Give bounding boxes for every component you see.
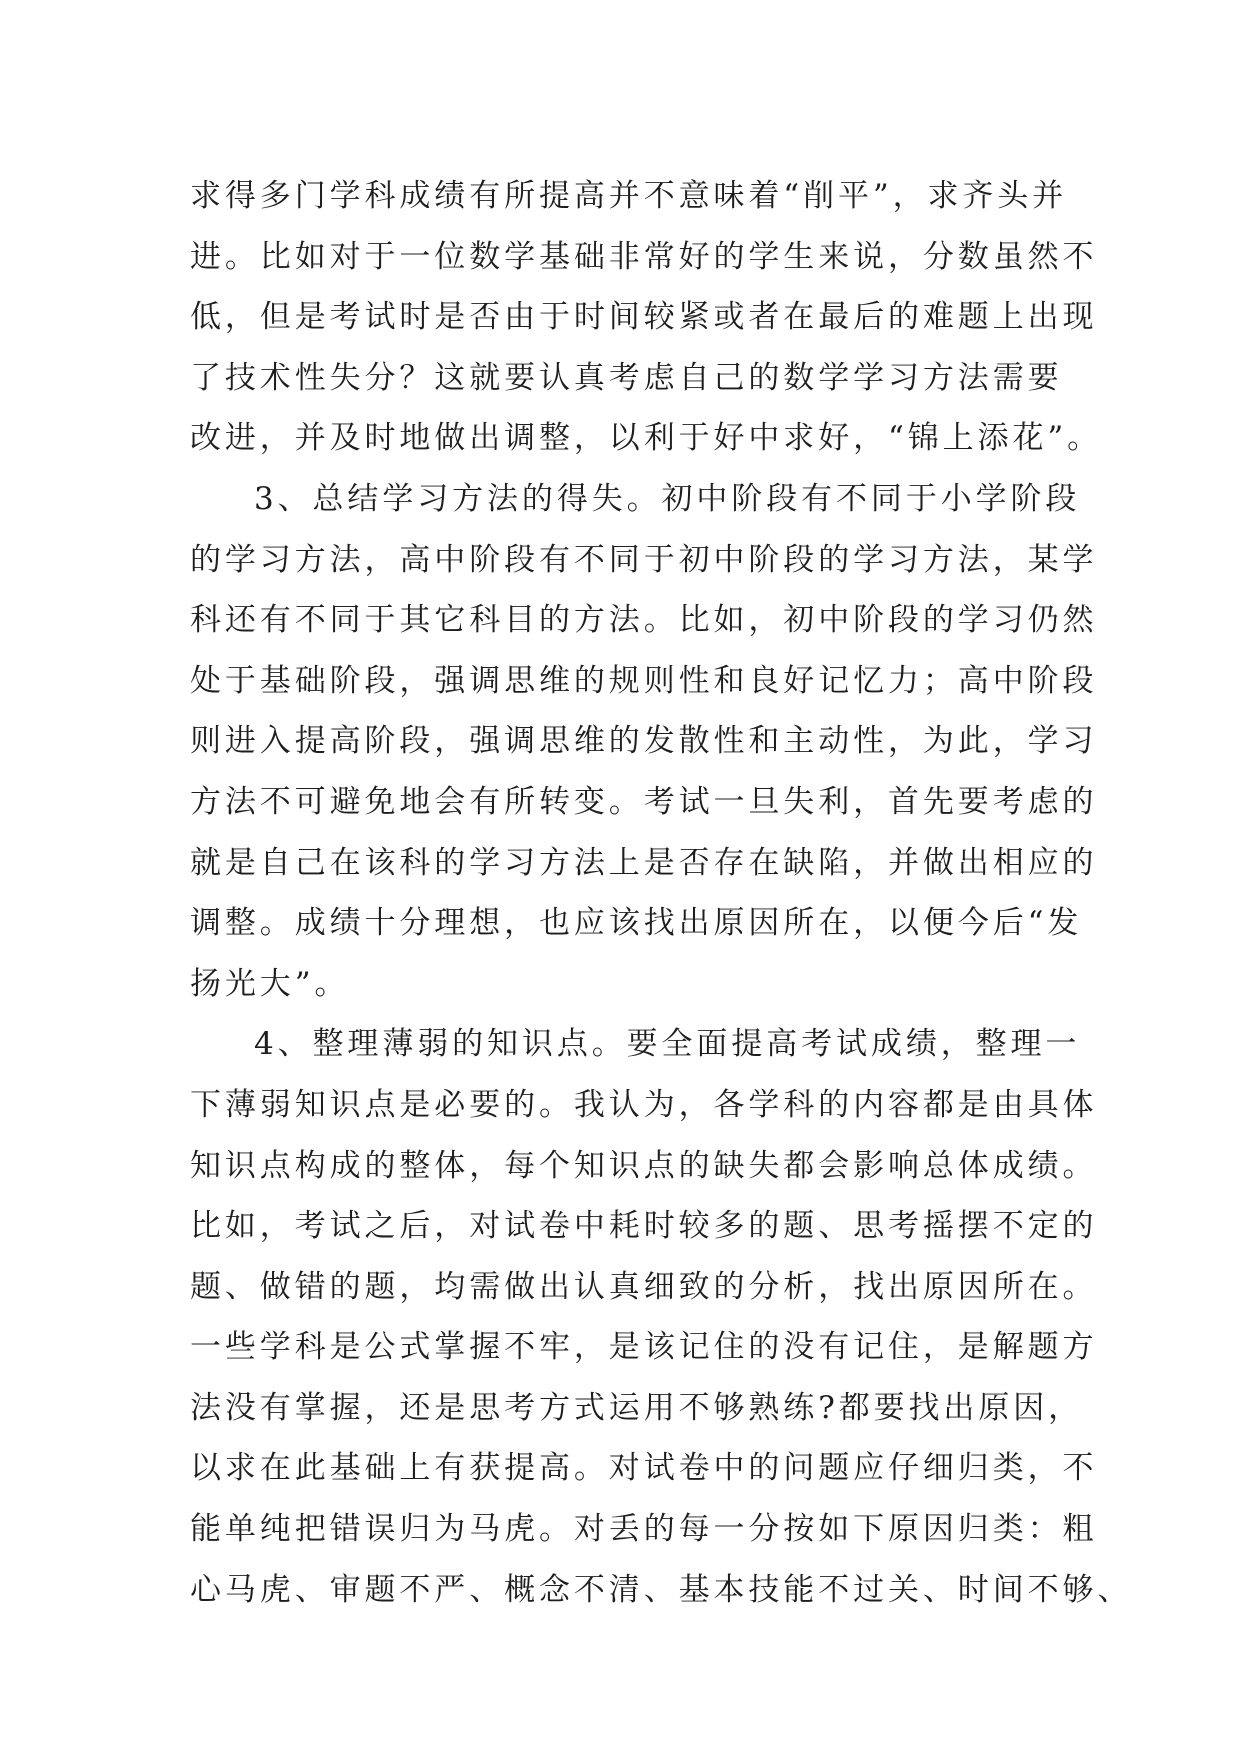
text-line: 知识点构成的整体，每个知识点的缺失都会影响总体成绩。: [190, 1147, 1098, 1184]
text-line: 方法不可避免地会有所转变。考试一旦失利，首先要考虑的: [190, 783, 1098, 820]
text-line: 题、做错的题，均需做出认真细致的分析，找出原因所在。: [190, 1268, 1098, 1305]
text-line: 处于基础阶段，强调思维的规则性和良好记忆力；高中阶段: [190, 662, 1098, 699]
text-line: 的学习方法，高中阶段有不同于初中阶段的学习方法，某学: [190, 541, 1098, 578]
text-line: 低，但是考试时是否由于时间较紧或者在最后的难题上出现: [190, 299, 1098, 336]
text-line: 科还有不同于其它科目的方法。比如，初中阶段的学习仍然: [190, 602, 1098, 639]
text-line: 扬光大”。: [190, 965, 350, 1002]
text-line: 能单纯把错误归为马虎。对丢的每一分按如下原因归类：粗: [190, 1511, 1098, 1548]
text-line: 以求在此基础上有获提高。对试卷中的问题应仔细归类，不: [190, 1450, 1098, 1487]
text-line: 调整。成绩十分理想，也应该找出原因所在，以便今后“发: [190, 905, 1083, 942]
text-line: 则进入提高阶段，强调思维的发散性和主动性，为此，学习: [190, 723, 1098, 760]
text-line: 3、总结学习方法的得失。初中阶段有不同于小学阶段: [254, 480, 1081, 517]
text-line: 就是自己在该科的学习方法上是否存在缺陷，并做出相应的: [190, 844, 1098, 881]
body-text: [190, 166, 1133, 1620]
text-line: 改进，并及时地做出调整，以利于好中求好，“锦上添花”。: [190, 420, 1102, 457]
text-line: 求得多门学科成绩有所提高并不意味着“削平”，求齐头并: [190, 178, 1068, 214]
text-line: 4、整理薄弱的知识点。要全面提高考试成绩，整理一: [254, 1026, 1081, 1063]
text-line: 心马虎、审题不严、概念不清、基本技能不过关、时间不够、: [190, 1571, 1133, 1608]
text-line: 一些学科是公式掌握不牢，是该记住的没有记住，是解题方: [190, 1329, 1098, 1366]
text-line: 了技术性失分？这就要认真考虑自己的数学学习方法需要: [190, 359, 1063, 396]
text-line: 法没有掌握，还是思考方式运用不够熟练?都要找出原因，: [190, 1389, 1084, 1426]
text-line: 进。比如对于一位数学基础非常好的学生来说，分数虽然不: [190, 238, 1098, 275]
text-line: 下薄弱知识点是必要的。我认为，各学科的内容都是由具体: [190, 1086, 1098, 1123]
text-line: 比如，考试之后，对试卷中耗时较多的题、思考摇摆不定的: [190, 1208, 1098, 1245]
